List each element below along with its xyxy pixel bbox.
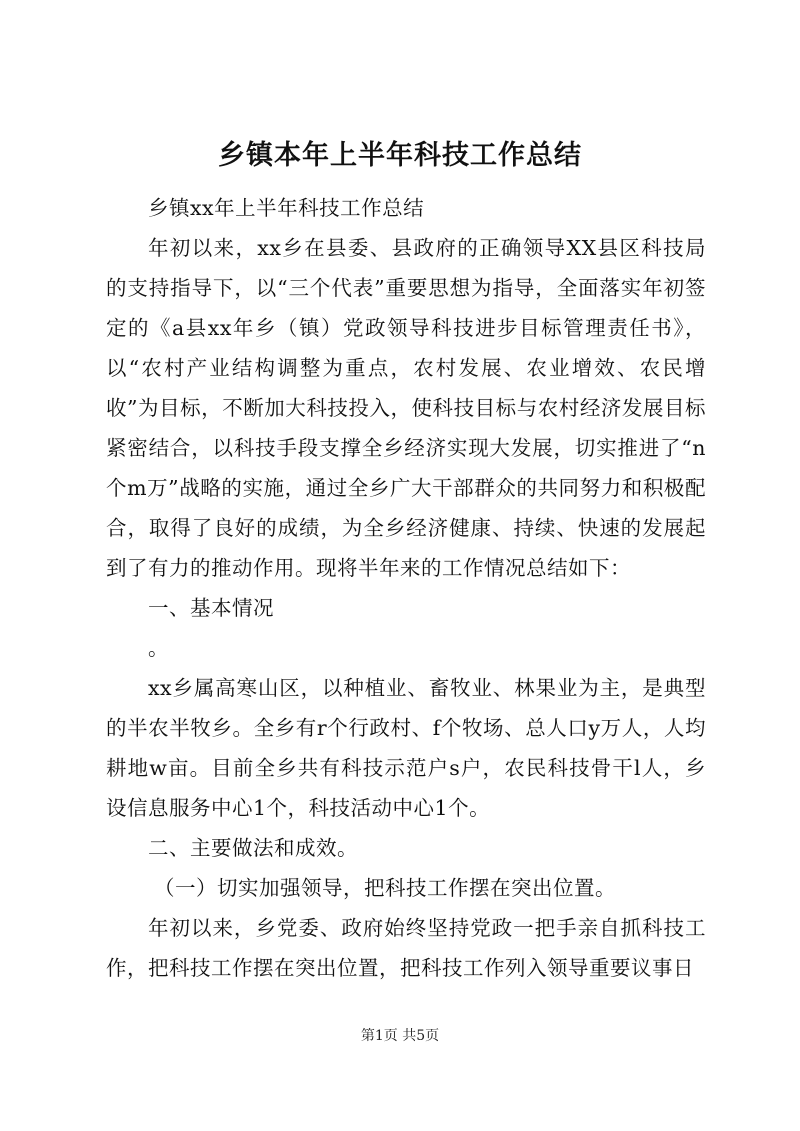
page-number-footer: 第1页 共5页 <box>360 1028 440 1044</box>
document-body <box>106 188 706 988</box>
section-heading-measures: 二、主要做法和成效。 <box>148 836 358 860</box>
paragraph-intro: 年初以来，xx乡在县委、县政府的正确领导XX县区科技局的支持指导下，以“三个代表”重要思想为指导，全面落实年初签定的《a县xx年乡（镇）党政领导科技进步目标管理责任书》，以“农村产业结构调整为重点，农村发展、农业增效、农民增收”为目标，不断加大科技投入，使科技目标与农村经济发展目标紧密结合，以科技手段支撑全乡经济实现大发展，切实推进了“n个m万”战略的实施，通过全乡广大干部群众的共同努力和积极配合，取得了良好的成绩，为全乡经济健康、持续、快速的发展起到了有力的推动作用。现将半年来的工作情况总结如下： <box>106 236 706 580</box>
paragraph-basic-situation: xx乡属高寒山区，以种植业、畜牧业、林果业为主，是典型的半农半牧乡。全乡有r个行政村、f个牧场、总人口y万人，人均耕地w亩。目前全乡共有科技示范户s户，农民科技骨干l人，乡设信息服务中心1个，科技活动中心1个。 <box>106 676 706 820</box>
subsection-heading-leadership: （一）切实加强领导，把科技工作摆在突出位置。 <box>154 876 616 900</box>
paragraph-subtitle: 乡镇xx年上半年科技工作总结 <box>148 196 425 220</box>
section-heading-basic-situation: 一、基本情况 <box>148 596 274 620</box>
document-title: 乡镇本年上半年科技工作总结 <box>218 140 582 171</box>
paragraph-period-mark: 。 <box>148 636 169 660</box>
paragraph-leadership: 年初以来，乡党委、政府始终坚持党政一把手亲自抓科技工作，把科技工作摆在突出位置，把科技工作列入领导重要议事日 <box>106 916 706 980</box>
